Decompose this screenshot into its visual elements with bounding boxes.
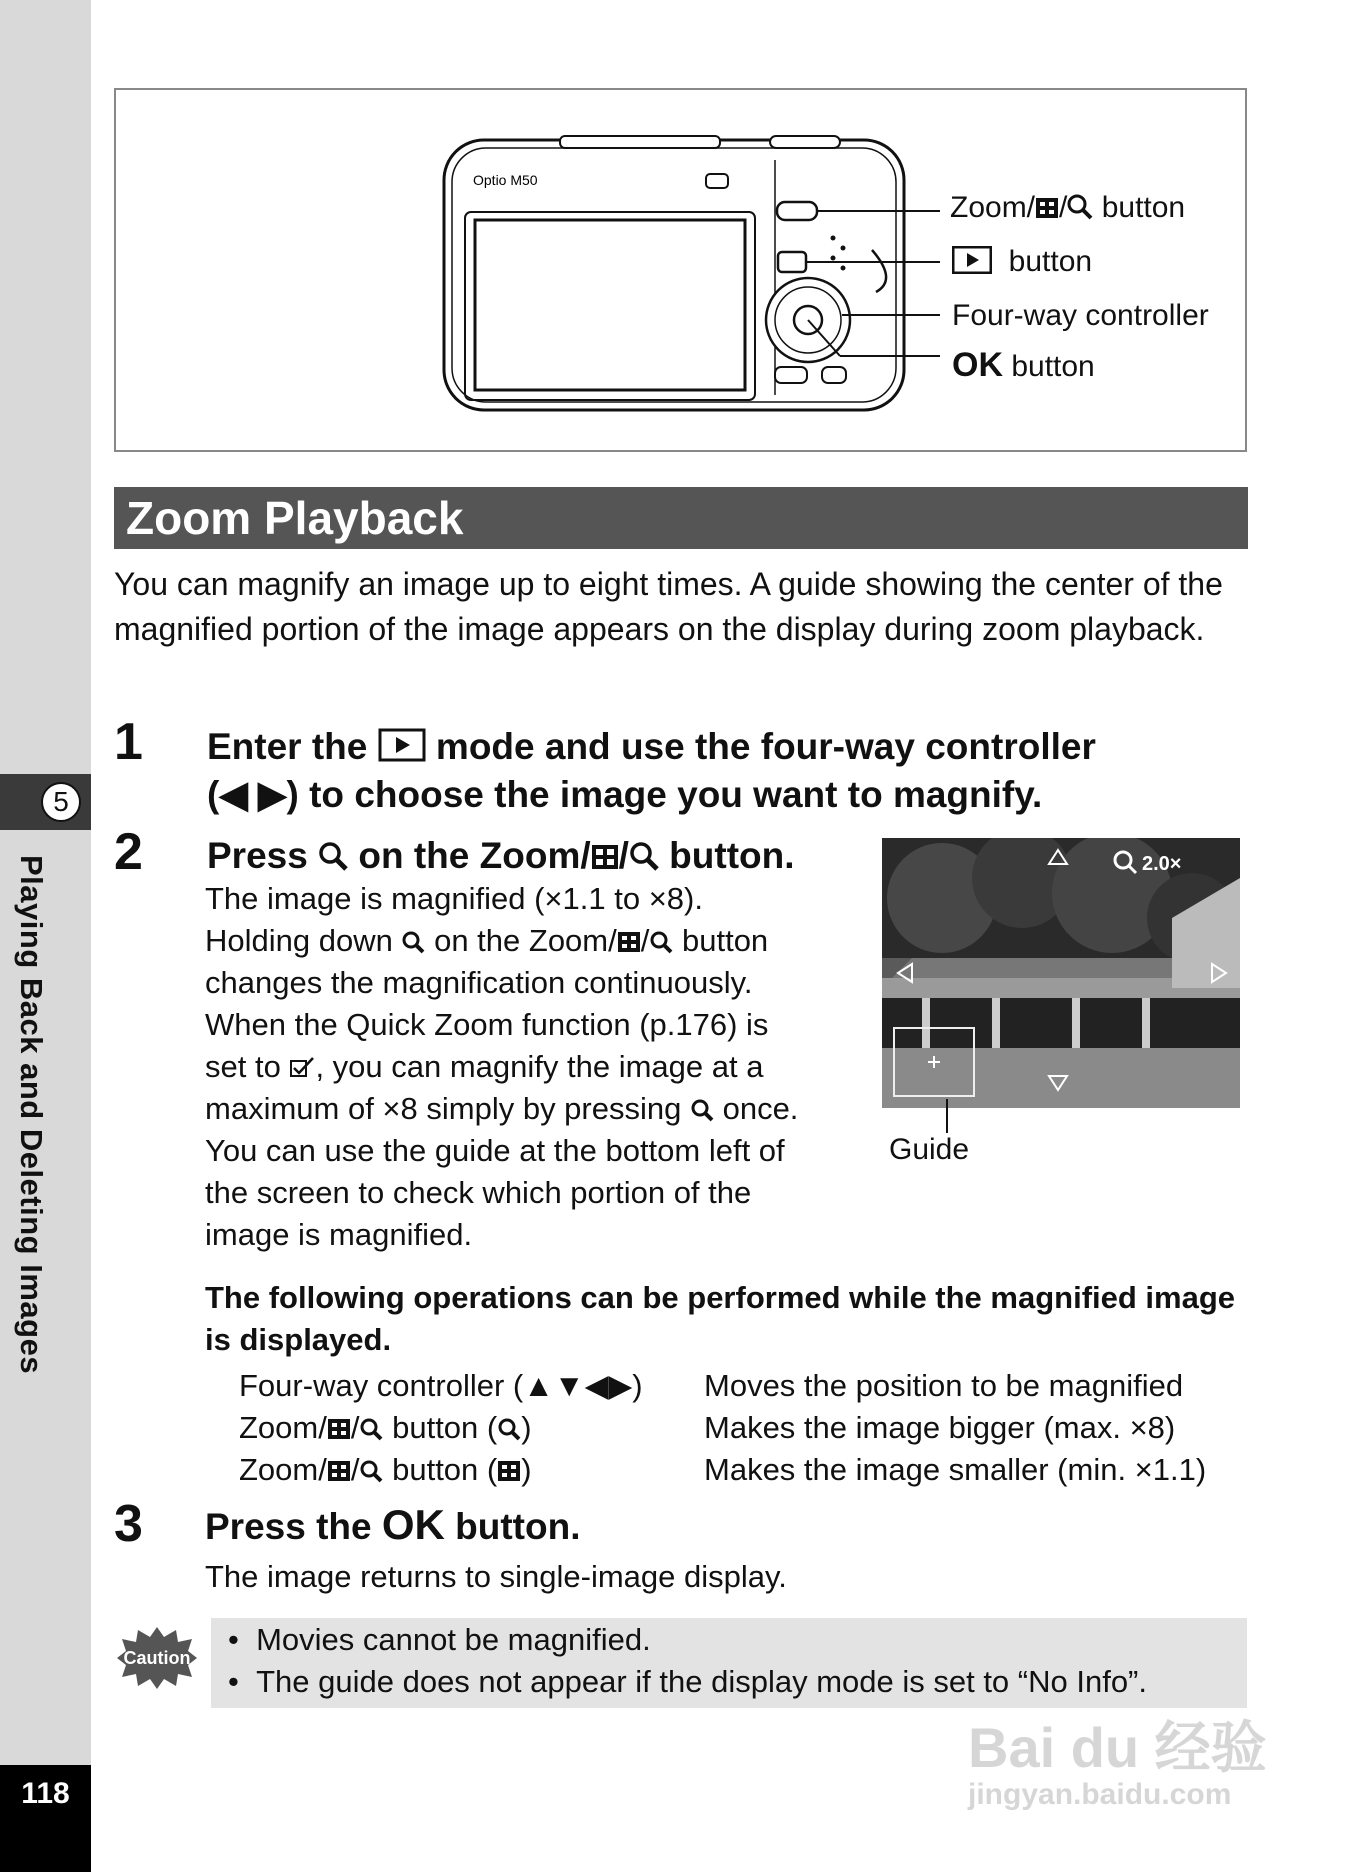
operations-heading: The following operations can be performed while the magnified image is displayed. — [205, 1280, 1236, 1357]
magnify-icon — [497, 1417, 521, 1441]
guide-label: Guide — [889, 1133, 970, 1166]
caution-bullet: • The guide does not appear if the display mode is set to “No Info”. — [228, 1664, 1147, 1699]
step-2-number: 2 — [114, 823, 143, 881]
magnify-icon — [1067, 194, 1093, 220]
step-2-line: maximum of ×8 simply by pressing once. — [205, 1091, 799, 1126]
step-2-line: You can use the guide at the bottom left of — [205, 1133, 785, 1168]
callout-playback-button: button — [952, 245, 1092, 279]
chapter-title: Playing Back and Deleting Images — [14, 855, 49, 1375]
play-icon — [378, 728, 426, 762]
op-right: Makes the image smaller (min. ×1.1) — [704, 1452, 1207, 1487]
op-left: Zoom/ / button ( ) — [239, 1410, 532, 1445]
watermark-url: jingyan.baidu.com — [968, 1778, 1232, 1811]
magnify-icon — [318, 841, 348, 871]
thumbnail-icon — [617, 930, 641, 954]
step-2-title: Press on the Zoom/ / button. — [207, 835, 795, 876]
camera-model: Optio M50 — [473, 172, 538, 188]
step-3-title: Press the OK button. — [205, 1501, 581, 1548]
section-title: Zoom Playback — [114, 487, 1248, 549]
page-number: 118 — [0, 1765, 91, 1872]
callout-four-way-controller: Four-way controller — [952, 299, 1209, 332]
magnify-icon — [401, 930, 425, 954]
camera-illustration — [430, 130, 950, 420]
chapter-number: 5 — [41, 782, 81, 822]
op-right: Makes the image bigger (max. ×8) — [704, 1410, 1176, 1445]
thumbnail-icon — [1035, 196, 1059, 220]
step-1-title-line2: (◀ ▶) to choose the image you want to magnify. — [207, 774, 1043, 815]
step-3-number: 3 — [114, 1495, 143, 1553]
caution-badge-icon — [116, 1625, 198, 1691]
step-3-body: The image returns to single-image display. — [205, 1559, 787, 1594]
op-left: Four-way controller (▲▼◀▶) — [239, 1368, 643, 1403]
intro-paragraph: You can magnify an image up to eight times. A guide showing the center of the magnified portion of the image appears on the display during zoom playback. — [114, 566, 1223, 647]
zoom-readout: 2.0× — [1142, 853, 1182, 875]
svg-text:Caution: Caution — [123, 1648, 191, 1668]
callout-zoom-button: Zoom/ / button — [950, 191, 1186, 224]
step-2-line: The image is magnified (×1.1 to ×8). — [205, 881, 703, 916]
checkbox-checked-icon — [289, 1056, 315, 1080]
thumbnail-icon — [591, 843, 619, 871]
step-2-line: the screen to check which portion of the — [205, 1175, 752, 1210]
thumbnail-icon — [497, 1459, 521, 1483]
guide-leader-line — [946, 1099, 948, 1133]
thumbnail-icon — [327, 1417, 351, 1441]
step-2-line: image is magnified. — [205, 1217, 473, 1252]
magnify-icon — [359, 1417, 383, 1441]
step-2-line: When the Quick Zoom function (p.176) is — [205, 1007, 769, 1042]
watermark-logo: Bai du 经验 — [968, 1716, 1267, 1779]
op-left: Zoom/ / button ( ) — [239, 1452, 532, 1487]
op-right: Moves the position to be magnified — [704, 1368, 1184, 1403]
magnify-icon — [649, 930, 673, 954]
step-2-line: set to , you can magnify the image at a — [205, 1049, 764, 1084]
magnify-icon — [690, 1098, 714, 1122]
step-2-line: changes the magnification continuously. — [205, 965, 753, 1000]
step-1-number: 1 — [114, 713, 143, 771]
magnify-icon — [359, 1459, 383, 1483]
thumbnail-icon — [327, 1459, 351, 1483]
magnify-icon — [629, 841, 659, 871]
step-2-line: Holding down on the Zoom/ / button — [205, 923, 769, 958]
zoomed-display-illustration — [882, 838, 1240, 1108]
caution-bullet: • Movies cannot be magnified. — [228, 1622, 651, 1657]
play-icon — [952, 246, 992, 274]
step-1-title: Enter the mode and use the four-way controller — [207, 726, 1096, 767]
callout-ok-button: OK button — [952, 346, 1095, 384]
